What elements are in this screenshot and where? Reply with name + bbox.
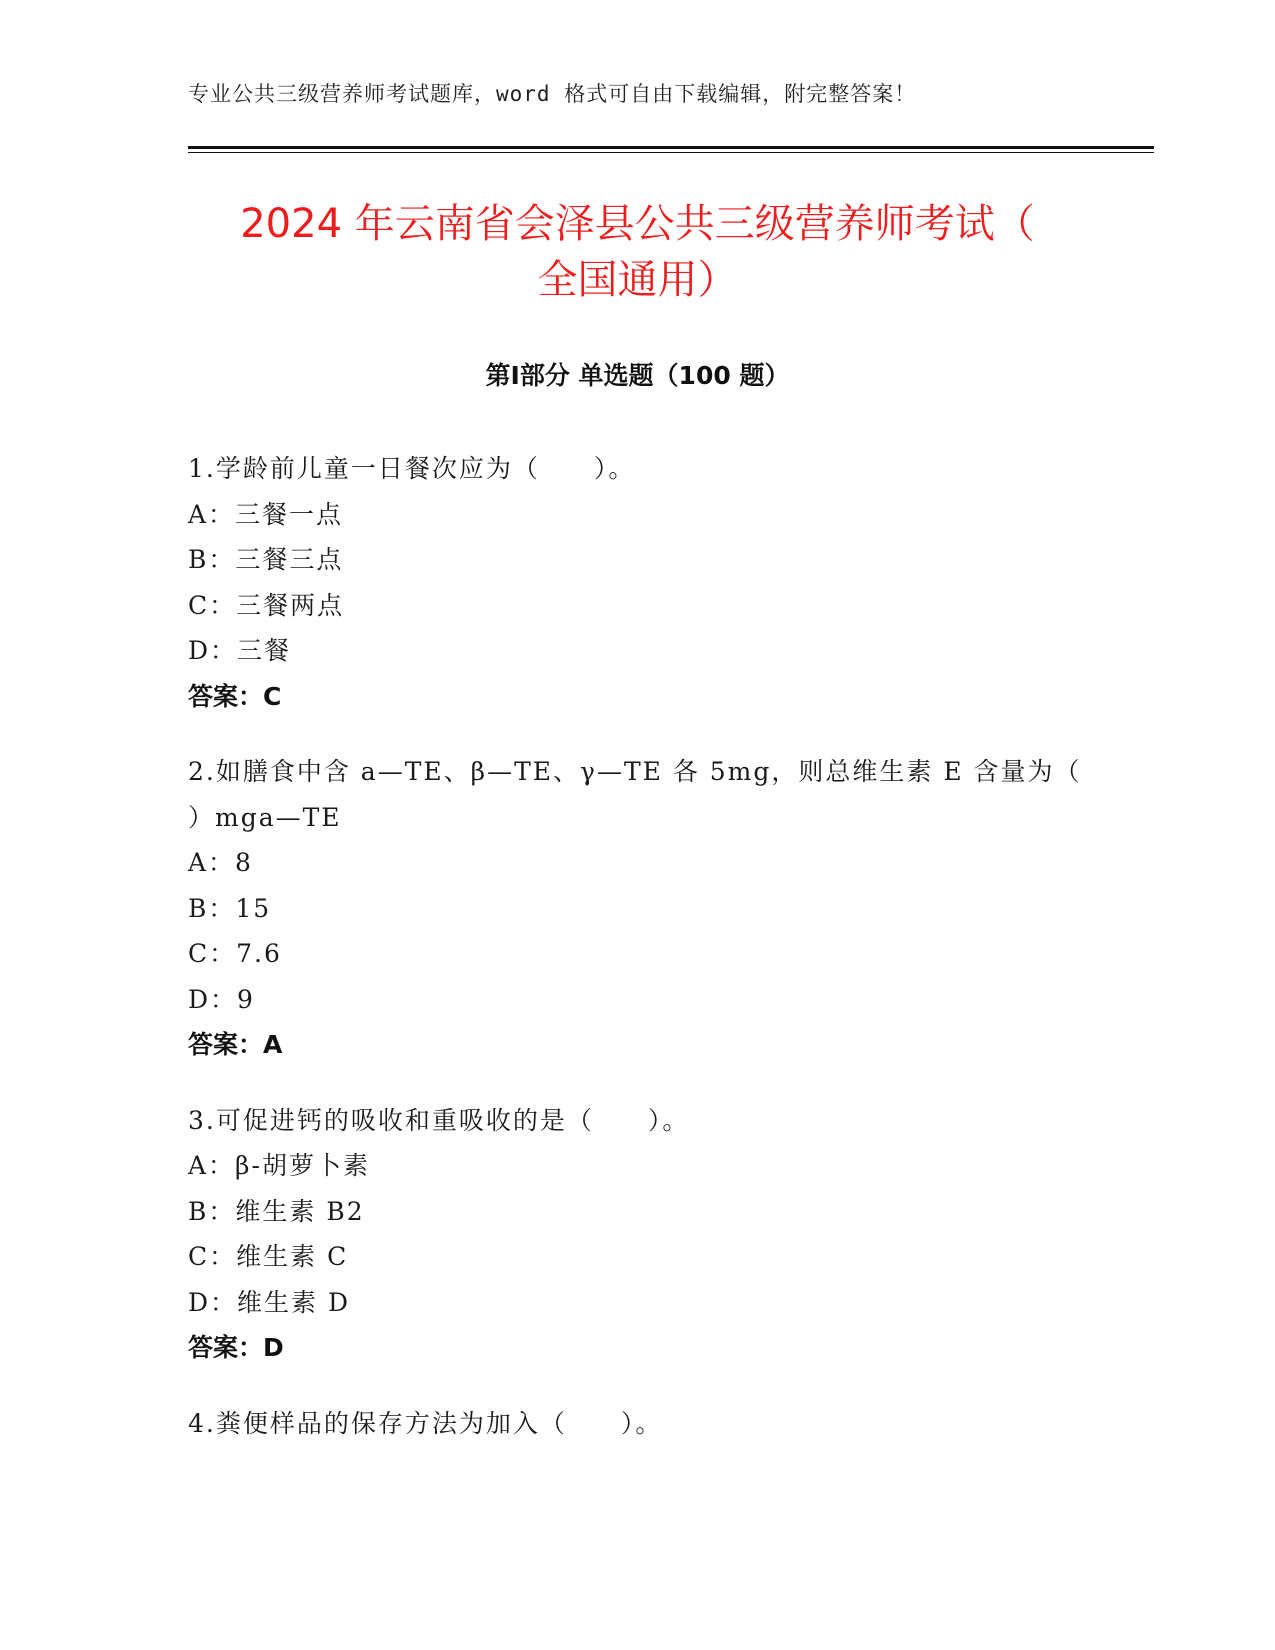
option-d: D：维生素 D [188, 1287, 351, 1317]
header-note: 专业公共三级营养师考试题库，word 格式可自由下载编辑，附完整答案！ [188, 82, 917, 106]
option-b: B：15 [188, 893, 272, 923]
section-heading: 第Ⅰ部分 单选题（100 题） [485, 361, 790, 390]
option-b: B：维生素 B2 [188, 1196, 365, 1226]
option-c: C：维生素 C [188, 1242, 349, 1271]
option-c: C：7.6 [188, 939, 282, 968]
question-3 [188, 1098, 1088, 1371]
option-a: A：β-胡萝卜素 [188, 1151, 370, 1180]
option-c: C：三餐两点 [188, 590, 345, 620]
question-stem-continued: ）mga—TE [188, 802, 342, 832]
question-2 [188, 749, 1088, 1068]
header-rule-thin [188, 152, 1154, 153]
option-b: B：三餐三点 [188, 545, 344, 574]
question-1 [188, 446, 1088, 719]
question-stem: 2.如膳食中含 a—TE、β—TE、γ—TE 各 5mg，则总维生素 E 含量为（ [188, 757, 1082, 786]
title-line-2: 全国通用） [537, 257, 738, 303]
question-stem: 3.可促进钙的吸收和重吸收的是（ ）。 [188, 1105, 690, 1135]
answer: 答案：A [188, 1030, 283, 1059]
question-stem: 1.学龄前儿童一日餐次应为（ ）。 [188, 454, 636, 483]
answer: 答案：C [188, 681, 282, 711]
option-a: A：8 [188, 848, 253, 877]
document-title [150, 196, 1125, 308]
question-list [188, 446, 1088, 1476]
header-rule-thick [188, 146, 1154, 149]
title-line-1: 2024 年云南省会泽县公共三级营养师考试（ [240, 201, 1035, 247]
answer: 答案：D [188, 1333, 284, 1362]
option-a: A：三餐一点 [188, 499, 344, 529]
option-d: D：三餐 [188, 636, 292, 665]
question-stem: 4.粪便样品的保存方法为加入（ ）。 [188, 1408, 663, 1438]
option-d: D：9 [188, 984, 255, 1014]
question-4 [188, 1401, 1088, 1447]
